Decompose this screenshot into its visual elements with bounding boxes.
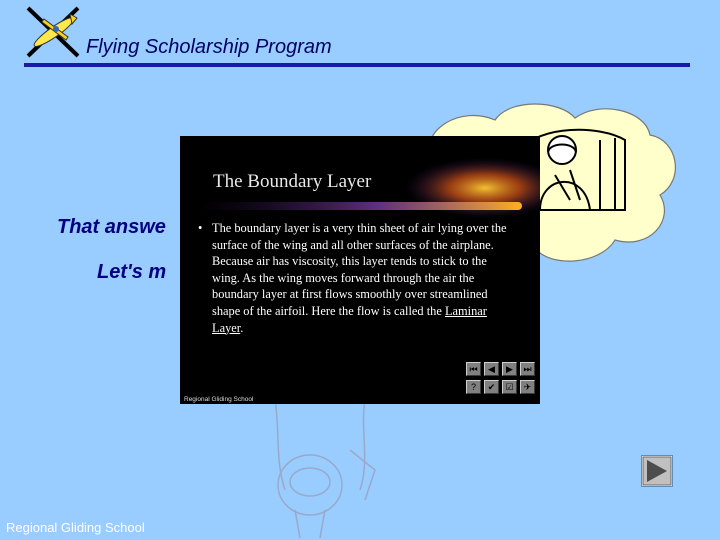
previous-slide-button[interactable] <box>484 362 499 376</box>
slide-body <box>198 220 512 336</box>
laminar-layer-link[interactable]: Laminar Layer <box>212 303 487 335</box>
bullet-marker: • <box>198 221 203 235</box>
airplane-button[interactable] <box>520 380 535 394</box>
answer-message: That answe <box>57 216 166 238</box>
check-icon: ✔ <box>487 382 496 392</box>
slide-footer: Regional Gliding School <box>184 396 254 403</box>
last-icon: ⏭ <box>523 364 532 374</box>
header-divider <box>24 63 690 67</box>
pilot-sketch-image <box>255 390 395 540</box>
airplane-logo-icon <box>22 2 84 62</box>
help-button[interactable] <box>466 380 481 394</box>
first-slide-button[interactable] <box>466 362 481 376</box>
last-slide-button[interactable] <box>520 362 535 376</box>
checkpoint-button[interactable] <box>502 380 517 394</box>
next-slide-nav-button[interactable] <box>502 362 517 376</box>
boundary-layer-slide <box>180 136 540 404</box>
slide-title: The Boundary Layer <box>213 171 372 192</box>
checkpoint-icon: ☑ <box>505 382 514 392</box>
next-slide-button[interactable] <box>641 455 673 487</box>
slide-body-end: . <box>240 320 244 335</box>
continue-message: Let's m <box>97 261 167 283</box>
previous-icon: ◀ <box>488 364 495 374</box>
help-icon: ? <box>470 382 476 392</box>
next-icon: ▶ <box>506 364 513 374</box>
check-button[interactable] <box>484 380 499 394</box>
play-arrow-icon <box>642 456 672 486</box>
airplane-icon: ✈ <box>523 382 532 392</box>
slide-body-text: The boundary layer is a very thin sheet of air lying over the surface of the wing and all other surfaces of the airplane. Because air has viscosity, this layer tends to stick to the wing. As the wing moves forward through the air the boundary layer at first flows smoothly over streamlined shape of the airfoil. Here the flow is called the <box>212 221 507 318</box>
footer-school-name: Regional Gliding School <box>6 520 145 535</box>
first-icon: ⏮ <box>469 364 478 374</box>
page-title: Flying Scholarship Program <box>86 36 332 58</box>
